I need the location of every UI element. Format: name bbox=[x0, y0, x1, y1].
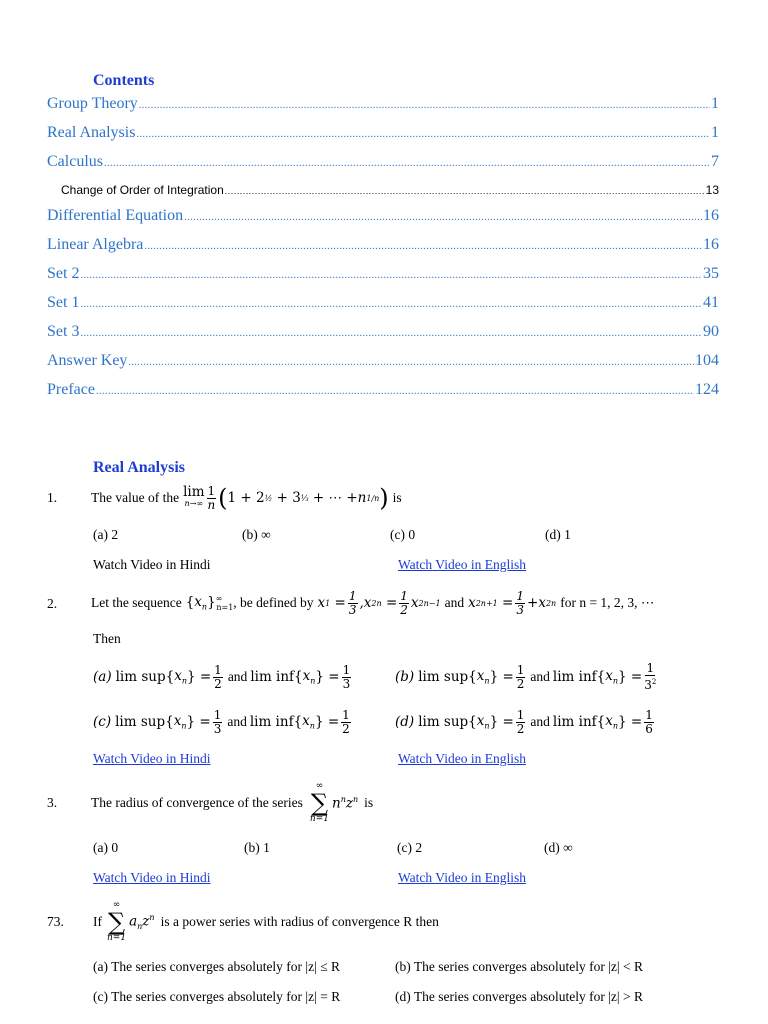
toc-entry-label: Differential Equation bbox=[47, 207, 184, 224]
toc-leader-dots bbox=[128, 357, 694, 368]
toc-entry-page: 104 bbox=[695, 352, 719, 369]
question-number: 2. bbox=[47, 596, 58, 611]
watch-video-hindi-link[interactable]: Watch Video in Hindi bbox=[93, 870, 211, 885]
question-text: The radius of convergence of the series bbox=[91, 795, 303, 810]
sequence-expression: $\{x_n\}^\infty_{n=1}$ bbox=[185, 593, 234, 613]
toc-entry-change-of-order[interactable] bbox=[61, 183, 719, 197]
toc-entry-page: 13 bbox=[705, 183, 719, 197]
question-text: and bbox=[444, 595, 465, 610]
question-text: for n = 1, 2, 3, ⋯ bbox=[560, 595, 655, 610]
toc-entry-page: 16 bbox=[703, 236, 719, 253]
option-d[interactable]: (d) 1 bbox=[545, 527, 571, 542]
option-d[interactable]: (d) lim sup{ $x_n$ } = $\frac{1}{2}$ and lim inf{ $x_n$ } = $\frac{1}{6}$ bbox=[395, 707, 653, 736]
toc-entry-page: 41 bbox=[703, 294, 719, 311]
toc-entry-label: Set 3 bbox=[47, 323, 80, 340]
toc-entry-linear-algebra[interactable] bbox=[47, 236, 719, 254]
and-word: and bbox=[530, 669, 550, 684]
toc-entry-label: Set 2 bbox=[47, 265, 80, 282]
option-d[interactable]: (d) The series converges absolutely for |z| > R bbox=[395, 989, 643, 1004]
question-2-text bbox=[91, 585, 654, 621]
toc-entry-label: Preface bbox=[47, 381, 95, 398]
option-c[interactable]: (c) 2 bbox=[397, 840, 423, 855]
section-title: Real Analysis bbox=[93, 459, 186, 476]
option-b[interactable]: (b) 1 bbox=[244, 840, 270, 855]
option-a[interactable]: (a) 2 bbox=[93, 527, 119, 542]
toc-entry-label: Real Analysis bbox=[47, 124, 136, 141]
toc-leader-dots bbox=[139, 100, 710, 111]
series-expression: ∞ ∑ n=1 $n^nz^n$ bbox=[309, 781, 359, 824]
toc-leader-dots bbox=[104, 158, 710, 169]
option-c[interactable]: (c) lim sup{ $x_n$ } = $\frac{1}{3}$ and lim inf{ $x_n$ } = $\frac{1}{2}$ bbox=[93, 707, 350, 736]
toc-entry-page: 1 bbox=[711, 124, 719, 141]
toc-leader-dots bbox=[225, 186, 705, 196]
question-3-text bbox=[91, 779, 373, 827]
toc-entry-page: 90 bbox=[703, 323, 719, 340]
watch-video-english-link[interactable]: Watch Video in English bbox=[398, 557, 526, 572]
question-1-text bbox=[91, 481, 402, 515]
question-73-text bbox=[93, 898, 439, 946]
toc-entry-page: 16 bbox=[703, 207, 719, 224]
question-text: , be defined by bbox=[233, 595, 314, 610]
question-text: is bbox=[392, 490, 402, 505]
watch-video-english-link[interactable]: Watch Video in English bbox=[398, 751, 526, 766]
and-word: and bbox=[227, 714, 247, 729]
toc-entry-set-2[interactable] bbox=[47, 265, 719, 283]
recurrence-x2n1: x 2n+1 = $\frac{1}{3}$ + x 2n bbox=[468, 588, 557, 617]
toc-entry-calculus[interactable] bbox=[47, 153, 719, 171]
option-c[interactable]: (c) The series converges absolutely for |z| = R bbox=[93, 989, 341, 1004]
option-a[interactable]: (a) The series converges absolutely for |z| ≤ R bbox=[93, 959, 340, 974]
watch-video-hindi-link[interactable]: Watch Video in Hindi bbox=[93, 557, 211, 572]
question-number: 1. bbox=[47, 490, 58, 505]
power-series-expression: ∞ ∑ n=1 $a_nz^n$ bbox=[107, 900, 155, 943]
question-text: The value of the bbox=[91, 490, 180, 505]
toc-leader-dots bbox=[184, 212, 702, 223]
option-a[interactable]: (a) lim sup{ $x_n$ } = $\frac{1}{2}$ and lim inf{ $x_n$ } = $\frac{1}{3}$ bbox=[93, 662, 351, 691]
and-word: and bbox=[227, 669, 248, 684]
option-label: (d) bbox=[395, 714, 415, 730]
toc-entry-label: Answer Key bbox=[47, 352, 128, 369]
option-c[interactable]: (c) 0 bbox=[390, 527, 416, 542]
toc-leader-dots bbox=[136, 129, 710, 140]
toc-entry-label: Linear Algebra bbox=[47, 236, 144, 253]
toc-entry-differential-equation[interactable] bbox=[47, 207, 719, 225]
option-b[interactable]: (b) ∞ bbox=[242, 527, 271, 542]
toc-leader-dots bbox=[80, 270, 702, 281]
toc-entry-real-analysis[interactable] bbox=[47, 124, 719, 142]
option-a[interactable]: (a) 0 bbox=[93, 840, 119, 855]
toc-entry-group-theory[interactable] bbox=[47, 95, 719, 113]
question-text: is bbox=[364, 795, 374, 810]
question-text: Let the sequence bbox=[91, 595, 182, 610]
toc-entry-label: Calculus bbox=[47, 153, 103, 170]
option-b[interactable]: (b) The series converges absolutely for |z| < R bbox=[395, 959, 643, 974]
toc-entry-page: 1 bbox=[711, 95, 719, 112]
toc-entry-preface[interactable] bbox=[47, 381, 719, 399]
toc-entry-label: Change of Order of Integration bbox=[61, 183, 224, 197]
question-text: If bbox=[93, 914, 102, 929]
option-label: (c) bbox=[93, 714, 112, 730]
toc-entry-label: Group Theory bbox=[47, 95, 138, 112]
watch-video-hindi-link[interactable]: Watch Video in Hindi bbox=[93, 751, 211, 766]
question-number: 3. bbox=[47, 795, 58, 810]
toc-entry-page: 7 bbox=[711, 153, 719, 170]
then-text: Then bbox=[93, 631, 121, 646]
question-text: is a power series with radius of convergence R then bbox=[160, 914, 439, 929]
toc-leader-dots bbox=[80, 328, 702, 339]
toc-entry-label: Set 1 bbox=[47, 294, 80, 311]
toc-entry-page: 124 bbox=[695, 381, 719, 398]
toc-leader-dots bbox=[96, 386, 694, 397]
limit-expression: lim n→∞ $\frac{1}{n}$ ( 1 + 2 ½ + 3 ⅓ + ⋯ + n 1/n ) bbox=[183, 483, 389, 512]
option-label: (b) bbox=[395, 669, 415, 685]
question-number: 73. bbox=[47, 914, 64, 929]
option-b[interactable]: (b) lim sup{ $x_n$ } = $\frac{1}{2}$ and lim inf{ $x_n$ } = $\frac{1}{3^2}$ bbox=[395, 661, 657, 692]
watch-video-english-link[interactable]: Watch Video in English bbox=[398, 870, 526, 885]
toc-entry-set-1[interactable] bbox=[47, 294, 719, 312]
option-label: (a) bbox=[93, 669, 112, 685]
toc-leader-dots bbox=[144, 241, 702, 252]
toc-entry-set-3[interactable] bbox=[47, 323, 719, 341]
option-d[interactable]: (d) ∞ bbox=[544, 840, 573, 855]
and-word: and bbox=[530, 714, 550, 729]
toc-entry-page: 35 bbox=[703, 265, 719, 282]
toc-entry-answer-key[interactable] bbox=[47, 352, 719, 370]
toc-leader-dots bbox=[80, 299, 702, 310]
toc-title: Contents bbox=[93, 72, 155, 89]
recurrence-x1: x 1 = $\frac{1}{3}$ , x 2n = $\frac{1}{2}$ x 2n−1 bbox=[317, 588, 441, 617]
